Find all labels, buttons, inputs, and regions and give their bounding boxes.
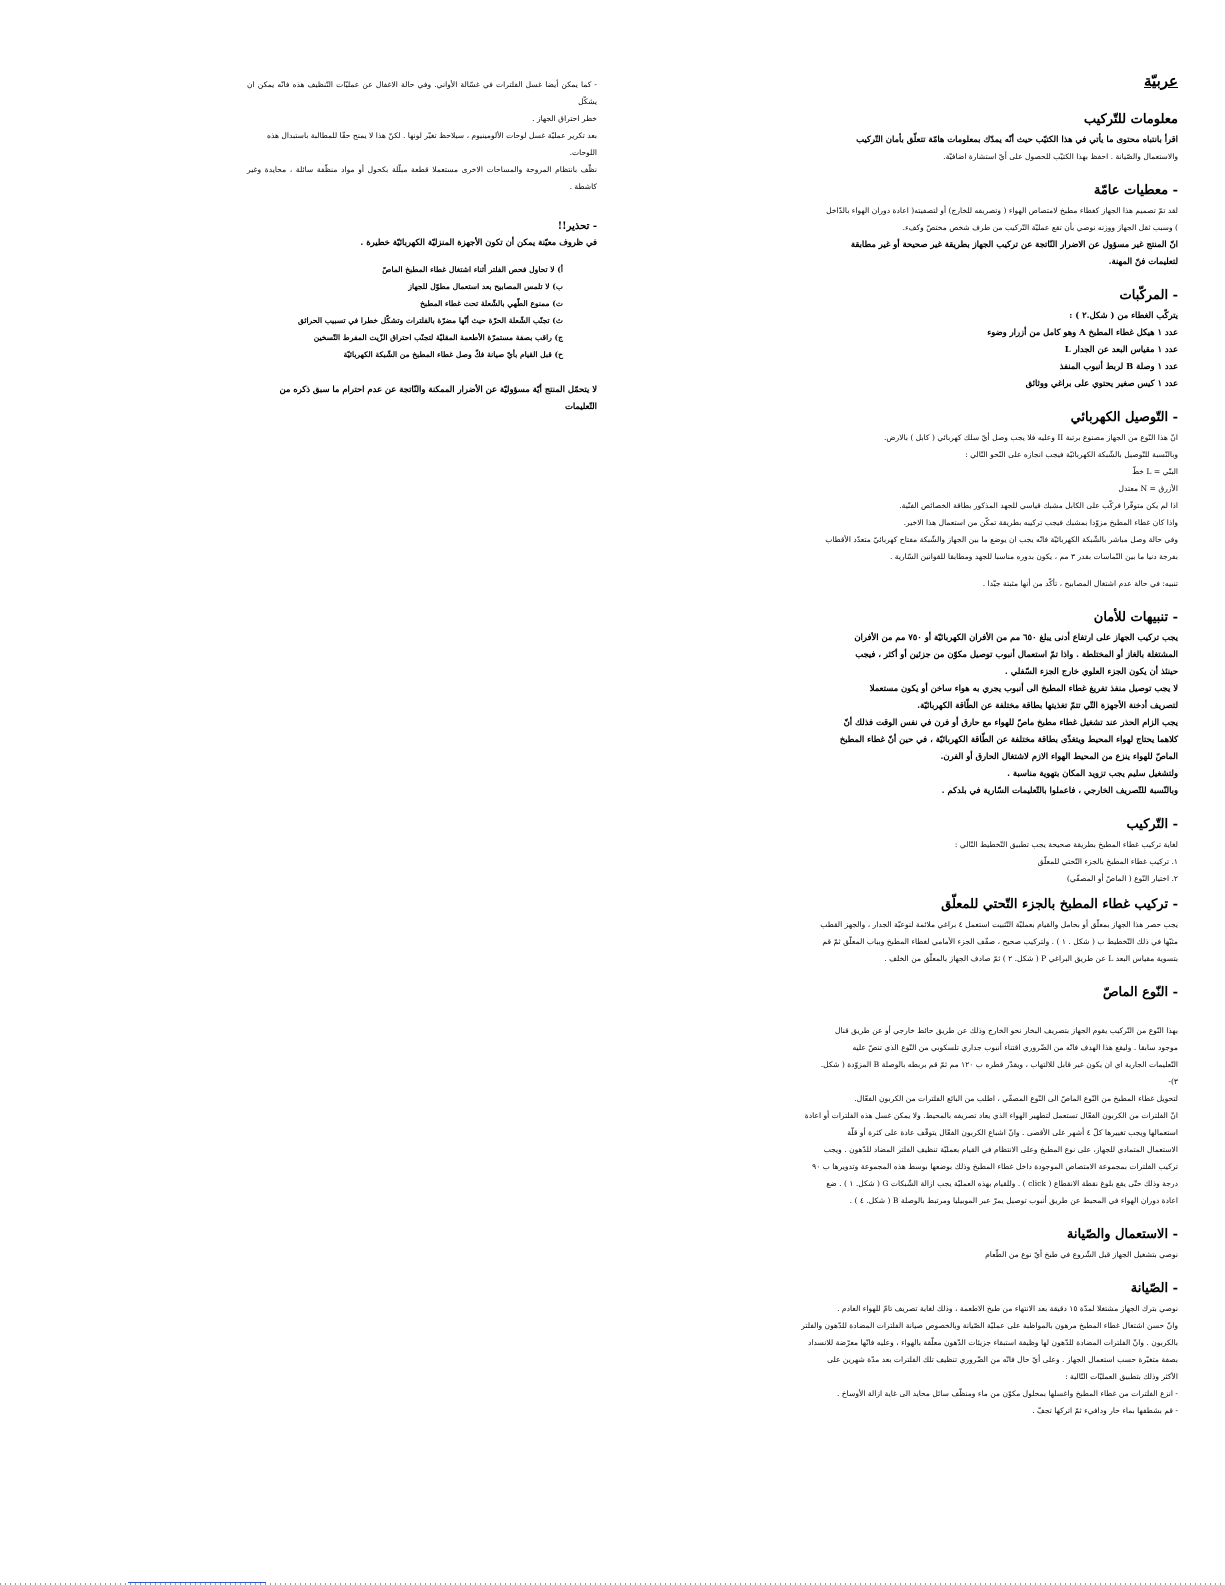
components-line: يتركّب الغطاء من ( شكل.٢ ) : (1069, 310, 1178, 320)
warning-section (247, 221, 597, 363)
electrical-note: تنبيه: في حالة عدم اشتغال المصابيح ، تأكّد من أنها مثبتة جيّدا . (982, 579, 1178, 588)
safety-line: يجب الزام الحذر عند تشغيل غطاء مطبخ ماصّ للهواء مع حارق أو فرن في نفس الوقت فذلك أنّ (843, 717, 1178, 727)
maintenance-section (708, 1281, 1178, 1419)
general-section (708, 183, 1178, 270)
warning-title: - تحذير!! (557, 221, 597, 232)
electrical-line: الأزرق = N معتدل (1118, 484, 1178, 493)
components-line: عدد ١ كيس صغير يحتوي على براغي ووثائق (1025, 378, 1178, 388)
electrical-line: اذا لم يكن متوفّرا فركّب على الكابل مشبك قياسي للجهد المذكور بطاقة الخصائص الفنّية. (899, 501, 1178, 510)
intro-line: بعد تكرير عمليّة غسل لوحات الألومينيوم ، سيلاحظ تغيّر لونها . لكنّ هذا لا يمنح حقّا للمطالبة باستبدال هذه (267, 131, 597, 140)
electrical-line: وفي حالة وصل مباشر بالشّبكة الكهربائيّة فانّه يجب ان يوضع ما بين الجهاز والشّبكة مفتاح كهربائيّ متعدّد الأقطاب (825, 535, 1178, 544)
electrical-line: انّ هذا النّوع من الجهاز مصنوع برتبة II وعليه فلا يجب وصل أيّ سلك كهربائي ( كابل ) بالارض. (883, 433, 1178, 442)
mounting-line: مثبّها في ذلك التّخطيط ب ( شكل . ١ ) . ولتركيب صحيح ، صفّف الجزء الأمامي لغطاء المطبخ وبباب المعلّق ثمّ قم (822, 937, 1178, 946)
use-title: - الاستعمال والصّيانة (1066, 1227, 1178, 1242)
extraction-line: التّعليمات الجارية اي ان يكون غير قابل للالتهاب ، ويقدّر قطره ب ١٢٠ مم ثمّ قم بربطه بالوصلة B المزوّدة ( شكل. (820, 1060, 1178, 1069)
mounting-line: بتسوية مقياس البعد L عن طريق البراغي P ( شكل. ٢ ) ثمّ صادف الجهاز بالمعلّق من الخلف . (884, 954, 1178, 963)
disclaimer-section (247, 381, 597, 415)
electrical-title: - التّوصيل الكهربائي (1070, 410, 1178, 425)
general-title: - معطيات عامّة (1093, 183, 1178, 198)
extraction-section (708, 985, 1178, 1209)
safety-line: الماصّ للهواء ينزع من المحيط الهواء الازم لاشتغال الحارق أو الفرن. (940, 751, 1178, 761)
disclaimer-line: لا يتحمّل المنتج أيّة مسؤوليّة عن الأضرار الممكنة والنّاتجة عن عدم احترام ما سبق ذكره من (279, 384, 597, 394)
maintenance-line: بصفة متغيّرة حسب استعمال الجهاز . وعلى أيّ حال فانّه من الضّروري تنظيف تلك الفلترات بعد مدّة شهرين على (827, 1355, 1178, 1364)
language-title: عربيّة (1144, 72, 1178, 90)
safety-line: يجب تركيب الجهاز على ارتفاع أدنى يبلغ ٦٥٠ مم من الأفران الكهربائيّة أو ٧٥٠ مم من الأفران (854, 632, 1178, 642)
maintenance-title: - الصّيانة (1130, 1281, 1178, 1296)
electrical-line: واذا كان غطاء المطبخ مزوّدا بمشبك فيجب تركيبه بطريقة تمكّن من استعمال هذا الاخير. (903, 518, 1178, 527)
extraction-line: موجود سابقا . وليقع هذا الهدف فانّه من الضّروري اقتناء أنبوب جداري تلسكوبي من النّوع الذي تنصّ عليه (852, 1043, 1178, 1052)
warning-item: أ) لا تحاول فحص الفلتر أثناء اشتغال غطاء المطبخ الماصّ (382, 265, 563, 274)
warning-list (247, 261, 597, 363)
components-line: عدد ١ مقياس البعد عن الجدار L (1064, 344, 1178, 354)
electrical-line: بفرجة دنيا ما بين التّماسات بقدر ٣ مم ، يكون بدوره مناسبا للجهد ومطابقا للقوانين السّارية . (889, 552, 1178, 561)
safety-line: ولتشغيل سليم يجب تزويد المكان بتهوية مناسبة . (1007, 768, 1178, 778)
intro-line: اللوحات. (569, 148, 597, 157)
components-line: عدد ١ هيكل غطاء المطبخ A وهو كامل من أزرار وضوء (987, 327, 1178, 337)
extraction-line: تركيب الفلترات بمجموعة الامتصاص الموجودة داخل غطاء المطبخ وذلك بوضعها بوسط هذه المجموعة وتدويرها ب ٩٠ (812, 1162, 1178, 1171)
extraction-line: بهذا النّوع من التّركيب يقوم الجهاز بتصريف البخار نحو الخارج وذلك عن طريق حائط خارجي أو عن طريق قنال (834, 1026, 1178, 1035)
install-info-line: والاستعمال والصّيانة . احفظ بهذا الكتيّب للحصول على أيّ استشارة اضافيّة. (943, 152, 1178, 161)
installation-title: - التّركيب (1126, 817, 1178, 832)
components-title: - المركّبات (1119, 288, 1178, 303)
install-info-section (708, 112, 1178, 165)
extraction-line: الاستعمال المتمادي للجهاز، على نوع المطبخ وعلى الانتظام في القيام بعمليّة تنظيف الفلتر المضاد للدّهون . ويجب (823, 1145, 1178, 1154)
warning-item: ب) لا تلمس المصابيح بعد استعمال مطوّل للجهاز (408, 282, 563, 291)
components-line: عدد ١ وصلة B لربط أنبوب المنفذ (1059, 361, 1178, 371)
general-line: انّ المنتج غير مسؤول عن الاضرار النّاتجة عن تركيب الجهاز بطريقة غير صحيحة أو غير مطابقة (850, 239, 1178, 249)
safety-line: كلاهما يحتاج لهواء المحيط ويتغذّى بطاقة مختلفة عن الطّاقة الكهربائيّة ، في حين أنّ غطاء المطبخ (839, 734, 1178, 744)
left-column (247, 76, 597, 415)
warning-item: ح) قبل القيام بأيّ صيانة فكّ وصل غطاء المطبخ من الشّبكة الكهربائيّة (343, 350, 563, 359)
installation-line: لغاية تركيب غطاء المطبخ بطريقة صحيحة يجب تطبيق التّخطيط التّالي : (954, 840, 1178, 849)
install-info-title: معلومات للتّركيب (1083, 112, 1178, 127)
maintenance-line: نوصي بترك الجهاز مشتغلا لمدّة ١٥ دقيقة بعد الانتهاء من طبخ الاطعمة ، وذلك لغاية تصريف تامّ للهواء العادم . (837, 1304, 1178, 1313)
use-section (708, 1227, 1178, 1263)
warning-item: ت) ممنوع الطّهي بالشّعلة تحت غطاء المطبخ (420, 299, 563, 308)
use-line: نوصي بتشغيل الجهاز قبل الشّروع في طبخ أيّ نوع من الطّعام (985, 1250, 1178, 1259)
warning-item: ج) راقب بصفة مستمرّة الأطعمة المقليّة لتجنّب احتراق الزّيت المفرط التّسخين (313, 333, 563, 342)
warning-lead: في ظروف معيّنة يمكن أن تكون الأجهزة المنزليّة الكهربائيّة خطيرة . (360, 237, 597, 247)
safety-line: لا يجب توصيل منفذ تفريغ غطاء المطبخ الى أنبوب يجري به هواء ساخن أو يكون مستعملا (869, 683, 1178, 693)
mounting-title: - تركيب غطاء المطبخ بالجزء التّحتي للمعلّق (941, 897, 1178, 912)
extraction-line: ٣)- (1168, 1077, 1178, 1086)
maintenance-line: بالكربون . وانّ الفلترات المضادة للدّهون لها وظيفة استبقاء جزيئات الدّهون معلّقة بالهواء ، وعليه فانّها معرّضة للانسداد (808, 1338, 1178, 1347)
intro-line: - كما يمكن أيضا غسل الفلترات في غسّالة الأواني. وفي حالة الاغفال عن عمليّات التّنظيف هذه فانّه يمكن ان يشكّل (247, 80, 597, 106)
extraction-title: - النّوع الماصّ (1102, 985, 1178, 1000)
electrical-line: البنّي = L خطّ (1132, 467, 1178, 476)
safety-section (708, 610, 1178, 799)
maintenance-line: - انزع الفلترات من غطاء المطبخ واغسلها بمحلول مكوّن من ماء ومنظّف سائل محايد الى غاية ازالة الأوساخ . (836, 1389, 1178, 1398)
extraction-line: استعمالها ويجب تغييرها كلّ ٤ أشهر على الأقصى . وانّ اشباع الكربون الفعّال يتوقّف عادة على كثرة أو قلّة (847, 1128, 1178, 1137)
safety-line: وبالنّسبة للتّصريف الخارجي ، فاعملوا بالتّعليمات السّارية في بلدكم . (941, 785, 1178, 795)
installation-line: ٢. اختيار النّوع ( الماصّ أو المصفّي) (1066, 874, 1178, 883)
install-info-line: اقرأ بانتباه محتوى ما يأتي في هذا الكتيّب حيث أنّه يمدّك بمعلومات هامّة تتعلّق بأمان التّركيب (856, 134, 1178, 144)
extraction-line: انّ الفلترات من الكربون الفعّال تستعمل لتطهير الهواء الذي يعاد تصريفه بالمحيط. ولا يمكن غسل هذه الفلترات أو اعادة (804, 1111, 1178, 1120)
extraction-line: لتحويل غطاء المطبخ من النّوع الماصّ الى النّوع المصفّي ، اطلب من البائع الفلترات من الكربون الفعّال. (854, 1094, 1178, 1103)
general-line: ) وسبب ثقل الجهاز ووزنه نوصي بأن تقع عمليّة التّركيب من طرف شخص مختصّ وكفء. (902, 223, 1178, 232)
maintenance-line: - قم بشطفها بماء حار ودافيء ثمّ اتركها تجفّ . (1032, 1406, 1178, 1415)
safety-line: حينئذ أن يكون الجزء العلوي خارج الجزء السّفلي . (1004, 666, 1178, 676)
disclaimer-line: التّعليمات (564, 401, 597, 411)
general-line: لقد تمّ تصميم هذا الجهاز كغطاء مطبخ لامتصاص الهواء ( وتصريفه للخارج) أو لتصفيته( اعادة دوران الهواء بالدّاخل (826, 206, 1178, 215)
intro-line: نظّف بانتظام المروحة والمساحات الاخرى مستعملا قطعة مبلّلة بكحول أو مواد منظّفة سائلة ، محايدة وغير كاشطة . (247, 165, 597, 191)
warning-item: ث) تجنّب الشّعلة الحرّة حيث أنّها مضرّة بالفلترات وتشكّل خطرا في تسبيب الحرائق (298, 316, 563, 325)
installation-section (708, 817, 1178, 887)
extraction-line: درجة وذلك حتّى يقع بلوغ نقطة الانقطاع ( click ) . وللقيام بهذه العمليّة يجب ازالة الشّبكات G ( شكل. ١ ) . ضع (826, 1179, 1178, 1188)
mounting-section (708, 897, 1178, 967)
safety-title: - تنبيهات للأمان (1093, 610, 1178, 625)
electrical-section (708, 410, 1178, 592)
safety-line: لتصريف أدخنة الأجهزة التّي تتمّ تغذيتها بطاقة مختلفة عن الطّاقة الكهربائيّة. (917, 700, 1178, 710)
components-section (708, 288, 1178, 392)
mounting-line: يجب حصر هذا الجهاز بمعلّق أو بحامل والقيام بعمليّة التّثبيت استعمل ٤ براغي ملائمة لنوعيّة الجدار ، والجهز القطب (820, 920, 1178, 929)
intro-line: خطر احتراق الجهاز . (532, 114, 597, 123)
electrical-line: وبالنّسبة للتّوصيل بالشّبكة الكهربائيّة فيجب انجازه على النّحو التّالي : (965, 450, 1178, 459)
right-column (708, 72, 1178, 1419)
maintenance-line: الأكثر وذلك بتطبيق العمليّات التّالية : (1065, 1372, 1178, 1381)
general-line: لتعليمات فنّ المهنة. (1108, 256, 1178, 266)
maintenance-line: وانّ حسن اشتغال غطاء المطبخ مرهون بالمواظبة على عمليّة الصّيانة وبالخصوص صيانة الفلترات المضادة للدّهون والفلتر (801, 1321, 1178, 1330)
safety-line: المشتغلة بالغاز أو المختلطة . واذا تمّ استعمال أنبوب توصيل مكوّن من جزئين أو أكثر ، فيجب (855, 649, 1178, 659)
extraction-line: اعادة دوران الهواء في المحيط عن طريق أنبوب توصيل يمرّ عبر الموبيليا ومرتبط بالوصلة B ( شكل. ٤ ) . (849, 1196, 1178, 1205)
installation-line: ١. تركيب غطاء المطبخ بالجزء التّحتي للمعلّق (1037, 857, 1178, 866)
